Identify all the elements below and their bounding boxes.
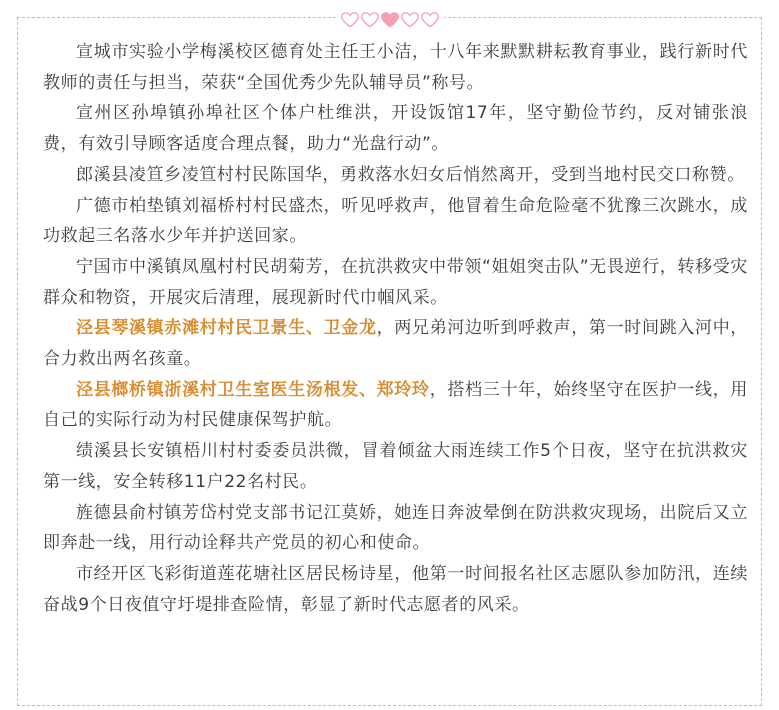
hearts-ornament: [336, 9, 444, 31]
paragraph: [43, 160, 748, 191]
paragraph-text: 广德市柏垫镇刘福桥村村民盛杰，听见呼救声，他冒着生命危险毫不犹豫三次跳水，成功救起三名落水少年并护送回家。: [43, 195, 748, 247]
heart-outline-icon: [361, 11, 379, 29]
paragraph: [43, 559, 748, 620]
heart-filled-icon: [381, 11, 399, 29]
highlighted-name: 泾县榔桥镇浙溪村卫生室医生汤根发、郑玲玲: [76, 379, 430, 400]
paragraph: [43, 375, 748, 436]
heart-outline-icon: [341, 11, 359, 29]
paragraph: [43, 313, 748, 374]
paragraph-text: 宣城市实验小学梅溪校区德育处主任王小洁，十八年来默默耕耘教育事业，践行新时代教师的责任与担当，荣获“全国优秀少先队辅导员”称号。: [43, 42, 748, 93]
paragraph: [43, 37, 748, 98]
highlighted-name: 泾县琴溪镇赤滩村村民卫景生、卫金龙: [76, 318, 377, 339]
paragraph-text: ，两兄弟河边听到呼救声，第一时间跳入河中，合力救出两名孩童。: [43, 318, 748, 370]
heart-outline-icon: [421, 11, 439, 29]
heart-outline-icon: [401, 11, 419, 29]
paragraph-text: 郎溪县凌笪乡凌笪村村民陈国华，勇救落水妇女后悄然离开，受到当地村民交口称赞。: [76, 164, 745, 185]
article-body: [43, 37, 748, 620]
paragraph: [43, 436, 748, 497]
paragraph: [43, 98, 748, 159]
paragraph: [43, 498, 748, 559]
paragraph-text: 宁国市中溪镇凤凰村村民胡菊芳，在抗洪救灾中带领“姐姐突击队”无畏逆行，转移受灾群众和物资，开展灾后清理，展现新时代巾帼风采。: [43, 256, 748, 308]
paragraph: [43, 252, 748, 313]
paragraph-text: 市经开区飞彩街道莲花塘社区居民杨诗星，他第一时间报名社区志愿队参加防汛，连续奋战9个日夜值守圩堤排查险情，彰显了新时代志愿者的风采。: [43, 563, 748, 615]
paragraph-text: 绩溪县长安镇梧川村村委委员洪微，冒着倾盆大雨连续工作5个日夜，坚守在抗洪救灾第一线，安全转移11户22名村民。: [43, 441, 748, 492]
paragraph-text: 旌德县俞村镇芳岱村党支部书记江莫娇，她连日奔波晕倒在防洪救灾现场，出院后又立即奔赴一线，用行动诠释共产党员的初心和使命。: [43, 502, 748, 554]
paragraph-text: ，搭档三十年，始终坚守在医护一线，用自己的实际行动为村民健康保驾护航。: [43, 379, 748, 431]
paragraph: [43, 191, 748, 252]
paragraph-text: 宣州区孙埠镇孙埠社区个体户杜维洪，开设饭馆17年，坚守勤俭节约，反对铺张浪费，有效引导顾客适度合理点餐，助力“光盘行动”。: [43, 103, 748, 155]
